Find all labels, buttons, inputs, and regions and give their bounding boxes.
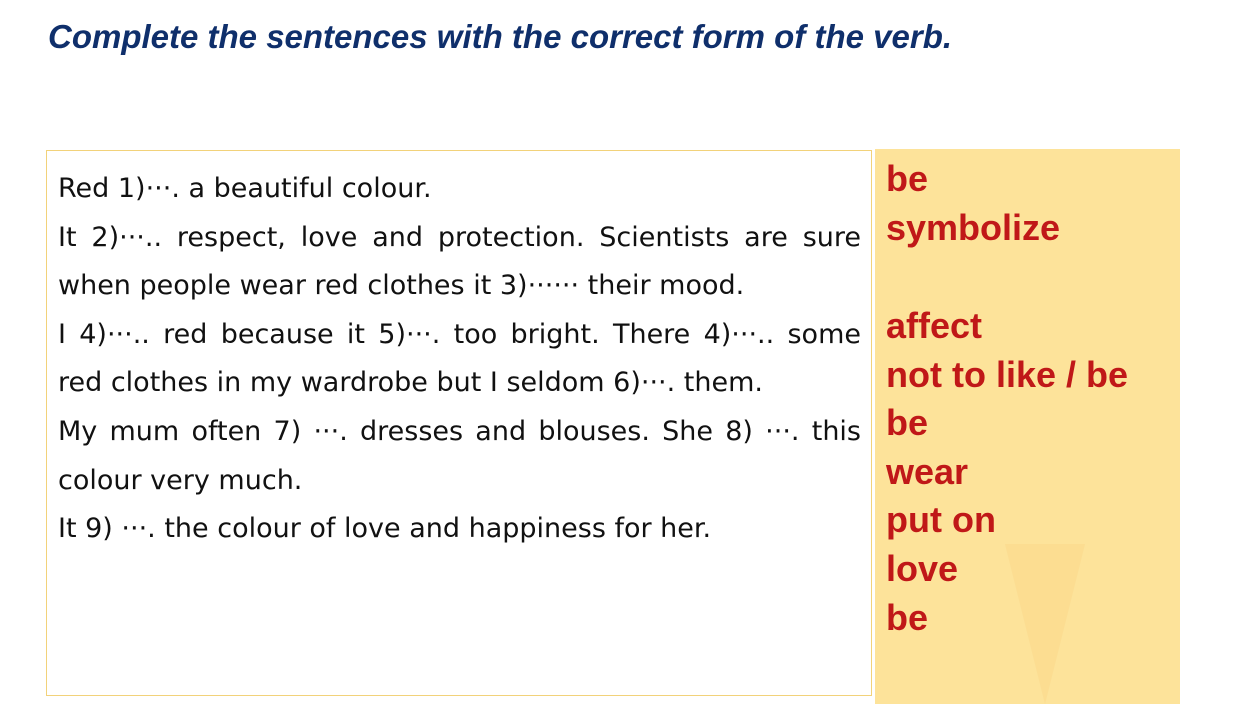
passage-paragraph: My mum often 7) ···. dresses and blouses. She 8) ···. this colour very much. [58,415,861,496]
answer-2: symbolize [886,207,1061,248]
answer-1: be [886,158,929,199]
answer-4: not to like / be [886,354,1129,395]
exercise-passage [46,150,872,696]
panel-shading [1005,544,1085,704]
answer-7: put on [886,499,996,540]
passage-paragraph: I 4)···.. red because it 5)···. too bright. There 4)···.. some red clothes in my wardrobe but I seldom 6)···. them. [58,318,861,399]
answer-8: love [886,548,959,589]
answer-key-panel [875,149,1180,704]
passage-paragraph: Red 1)···. a beautiful colour. [58,173,432,204]
answer-3: affect [886,305,983,346]
passage-paragraph: It 2)···.. respect, love and protection. Scientists are sure when people wear red clothes it 3)······ their mood. [58,221,861,302]
answer-5: be [886,402,929,443]
answer-6: wear [886,451,969,492]
exercise-title: Complete the sentences with the correct form of the verb. [48,18,953,55]
answer-9: be [886,597,929,638]
passage-paragraph: It 9) ···. the colour of love and happiness for her. [58,513,712,545]
